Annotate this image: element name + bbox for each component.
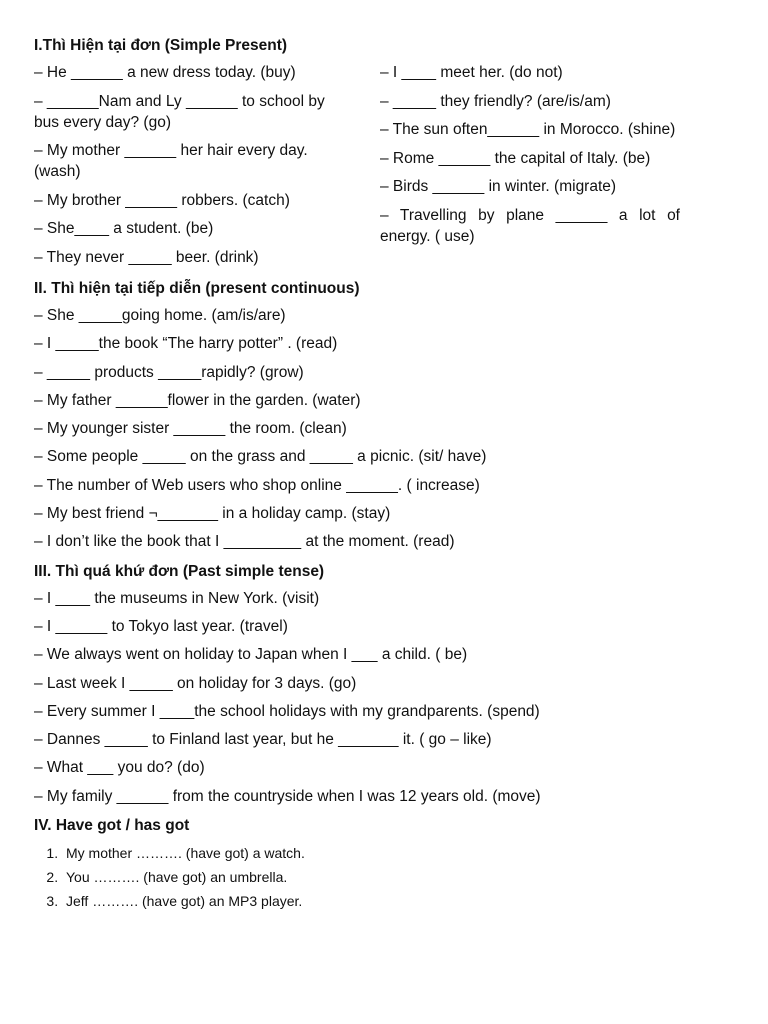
section-1-right-column	[380, 62, 680, 275]
exercise-item: – I _____the book “The harry potter” . (read)	[34, 335, 338, 353]
section-2-list	[34, 305, 680, 552]
exercise-item: – _____ products _____rapidly? (grow)	[34, 363, 304, 381]
section-3-list	[34, 588, 680, 807]
section-1-heading: I.Thì Hiện tại đơn (Simple Present)	[34, 37, 288, 54]
exercise-item: – Birds ______ in winter. (migrate)	[380, 178, 617, 195]
section-3-heading: III. Thì quá khứ đơn (Past simple tense)	[34, 562, 325, 580]
exercise-item: – I ____ meet her. (do not)	[380, 64, 563, 81]
exercise-item: – He ______ a new dress today. (buy)	[34, 64, 296, 81]
exercise-item: – She____ a student. (be)	[34, 220, 214, 237]
exercise-item: – My brother ______ robbers. (catch)	[34, 191, 290, 209]
exercise-item: – ______Nam and Ly ______ to school by bus every day? (go)	[34, 92, 325, 131]
exercise-item: – We always went on holiday to Japan when I ___ a child. ( be)	[34, 646, 468, 664]
section-4-heading: IV. Have got / has got	[34, 817, 190, 835]
section-4-numbered-list	[34, 844, 680, 910]
exercise-item: – My best friend ¬_______ in a holiday camp. (stay)	[34, 505, 391, 523]
numbered-exercise-item: 2. You ………. (have got) an umbrella.	[62, 868, 680, 886]
numbered-exercise-item: 1. My mother ………. (have got) a watch.	[62, 844, 680, 862]
exercise-item: – I ____ the museums in New York. (visit)	[34, 589, 320, 607]
section-2-heading: II. Thì hiện tại tiếp diễn (present continuous)	[34, 280, 360, 297]
exercise-item: – My younger sister ______ the room. (clean)	[34, 420, 347, 438]
exercise-item: – Some people _____ on the grass and _____ a picnic. (sit/ have)	[34, 448, 487, 466]
exercise-item: – My father ______flower in the garden. (water)	[34, 391, 361, 409]
worksheet-page	[34, 34, 680, 916]
exercise-item: – My mother ______ her hair every day. (wash)	[34, 142, 308, 180]
exercise-item: – They never _____ beer. (drink)	[34, 248, 259, 266]
exercise-item: – She _____going home. (am/is/are)	[34, 307, 286, 324]
exercise-item: – The number of Web users who shop online ______. ( increase)	[34, 476, 480, 494]
section-1-left-column	[34, 62, 340, 275]
numbered-exercise-item: 3. Jeff ………. (have got) an MP3 player.	[62, 892, 680, 910]
exercise-item: – I don’t like the book that I _________ at the moment. (read)	[34, 533, 455, 551]
exercise-item: – The sun often______ in Morocco. (shine)	[380, 121, 676, 138]
section-1-columns	[34, 62, 680, 275]
exercise-item: – Dannes _____ to Finland last year, but he _______ it. ( go – like)	[34, 731, 492, 749]
exercise-item: – Every summer I ____the school holidays with my grandparents. (spend)	[34, 702, 540, 720]
exercise-item: – What ___ you do? (do)	[34, 759, 205, 777]
exercise-item: – Travelling by plane ______ a lot of energy. ( use)	[380, 206, 680, 245]
exercise-item: – _____ they friendly? (are/is/am)	[380, 92, 611, 110]
exercise-item: – Rome ______ the capital of Italy. (be)	[380, 149, 651, 167]
exercise-item: – My family ______ from the countryside when I was 12 years old. (move)	[34, 787, 541, 805]
exercise-item: – I ______ to Tokyo last year. (travel)	[34, 617, 288, 635]
exercise-item: – Last week I _____ on holiday for 3 days. (go)	[34, 674, 357, 692]
